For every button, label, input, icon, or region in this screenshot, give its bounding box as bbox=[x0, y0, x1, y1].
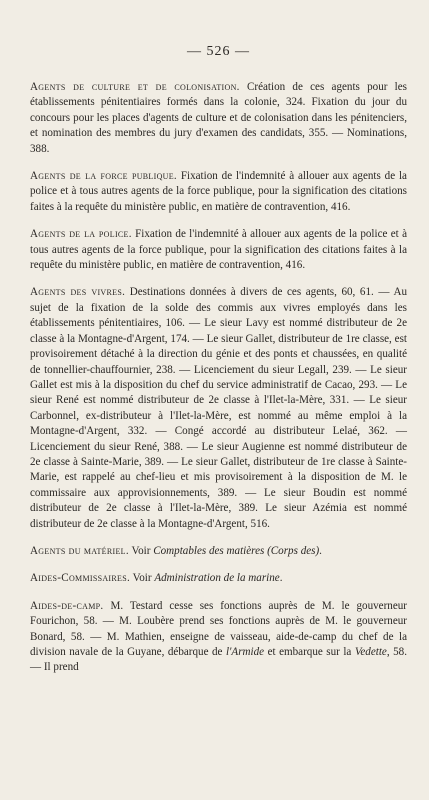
cross-reference: Administration de la marine bbox=[154, 572, 280, 585]
entry-heading: Agents de la force publique. bbox=[30, 170, 177, 183]
index-entry bbox=[30, 571, 407, 586]
entry-heading: Agents des vivres. bbox=[30, 286, 126, 299]
index-entry bbox=[30, 169, 407, 215]
page-number: — 526 — bbox=[187, 44, 250, 59]
entry-text: M. Testard cesse ses fonctions auprès de M. le gouverneur Fourichon, 58. — M. Loubère prend ses fonctions auprès de M. le gouverneur Bonard, 58. — M. Mathien, enseigne de vaisseau, aide-de-camp du chef de la division navale de la Guyane, débarque de bbox=[30, 599, 407, 658]
entry-text: Création de ces agents pour les établissements pénitentiaires formés dans la colonie, 324. Fixation du jour du concours pour les places d'agents de culture et de colonisation dans les pénitenciers, et nomination des membres du jury d'examen des candidats, 355. — Nominations, 388. bbox=[30, 81, 407, 155]
index-entry bbox=[30, 80, 407, 157]
entry-text: Voir bbox=[130, 572, 155, 585]
entry-text: Fixation de l'indemnité à allouer aux agents de la police et à tous autres agents de la force publique, pour la signification des citations faites à la requête du ministère public, en matière de contravention, 416. bbox=[30, 170, 407, 213]
entry-tail: , 58. — Il prend bbox=[30, 646, 407, 674]
index-entry bbox=[30, 599, 407, 676]
entry-heading: Agents de la police. bbox=[30, 228, 132, 241]
index-entry bbox=[30, 544, 407, 559]
index-entry bbox=[30, 227, 407, 273]
entry-tail: . bbox=[279, 572, 283, 585]
entry-text: Voir bbox=[128, 544, 154, 557]
entry-heading: Aides-de-camp. bbox=[30, 599, 104, 612]
index-entry bbox=[30, 285, 407, 532]
entry-heading: Agents du matériel. bbox=[30, 544, 129, 557]
cross-reference: Comptables des matières (Corps des) bbox=[153, 544, 320, 557]
entry-tail: . bbox=[319, 544, 322, 557]
ship-name: l'Armide bbox=[225, 646, 265, 658]
entry-heading: Aides-Commissaires. bbox=[30, 572, 131, 585]
ship-name: Vedette bbox=[354, 646, 387, 658]
entry-text: Fixation de l'indemnité à allouer aux agents de la police et à tous autres agents de la force publique, pour la signification des citations faites à la requête du ministère public, en matière de contravention, 416. bbox=[30, 228, 407, 272]
entry-text-continued: et embarque sur la bbox=[264, 646, 355, 658]
entry-heading: Agents de culture et de colonisation. bbox=[30, 81, 240, 93]
entry-text: Destinations données à divers de ces agents, 60, 61. — Au sujet de la fixation de la solde des commis aux vivres employés dans les établissements pénitentiaires, 106. — Le sieur Lavy est nommé distributeur de 2e classe à la Montagne-d'Argent, 174. — Le sieur Gallet, distributeur de 1re classe, est provisoirement détaché à la direction du génie et des ponts et chaussées, en qualité de tonnellier-chauffournier, 238. — Licenciement du sieur Legall, 239. — Le sieur Gallet est mis à la disposition du chef du service administratif de Cacao, 293. — Le sieur René est nommé distributeur de 2e classe à l'Ilet-la-Mère, 331. — Le sieur Carbonnel, ex-distributeur à l'Ilet-la-Mère, est nommé au même emploi à la Montagne-d'Argent, 332. — Congé accordé au distributeur Lelaé, 362. — Licenciement du sieur René, 388. — Le sieur Augienne est nommé distributeur de 2e classe à Sainte-Marie, 389. — Le sieur Gallet, distributeur de 1re classe à Sainte-Marie, est rappelé au chef-lieu et mis provisoirement à la disposition de M. le commissaire aux approvisionnements, 389. — Le sieur Boudin est nommé distributeur de 2e classe à l'Ilet-la-Mère, 389. Le sieur Azémia est nommé distributeur de 2e classe à la Montagne-d'Argent, 516. bbox=[30, 286, 408, 530]
